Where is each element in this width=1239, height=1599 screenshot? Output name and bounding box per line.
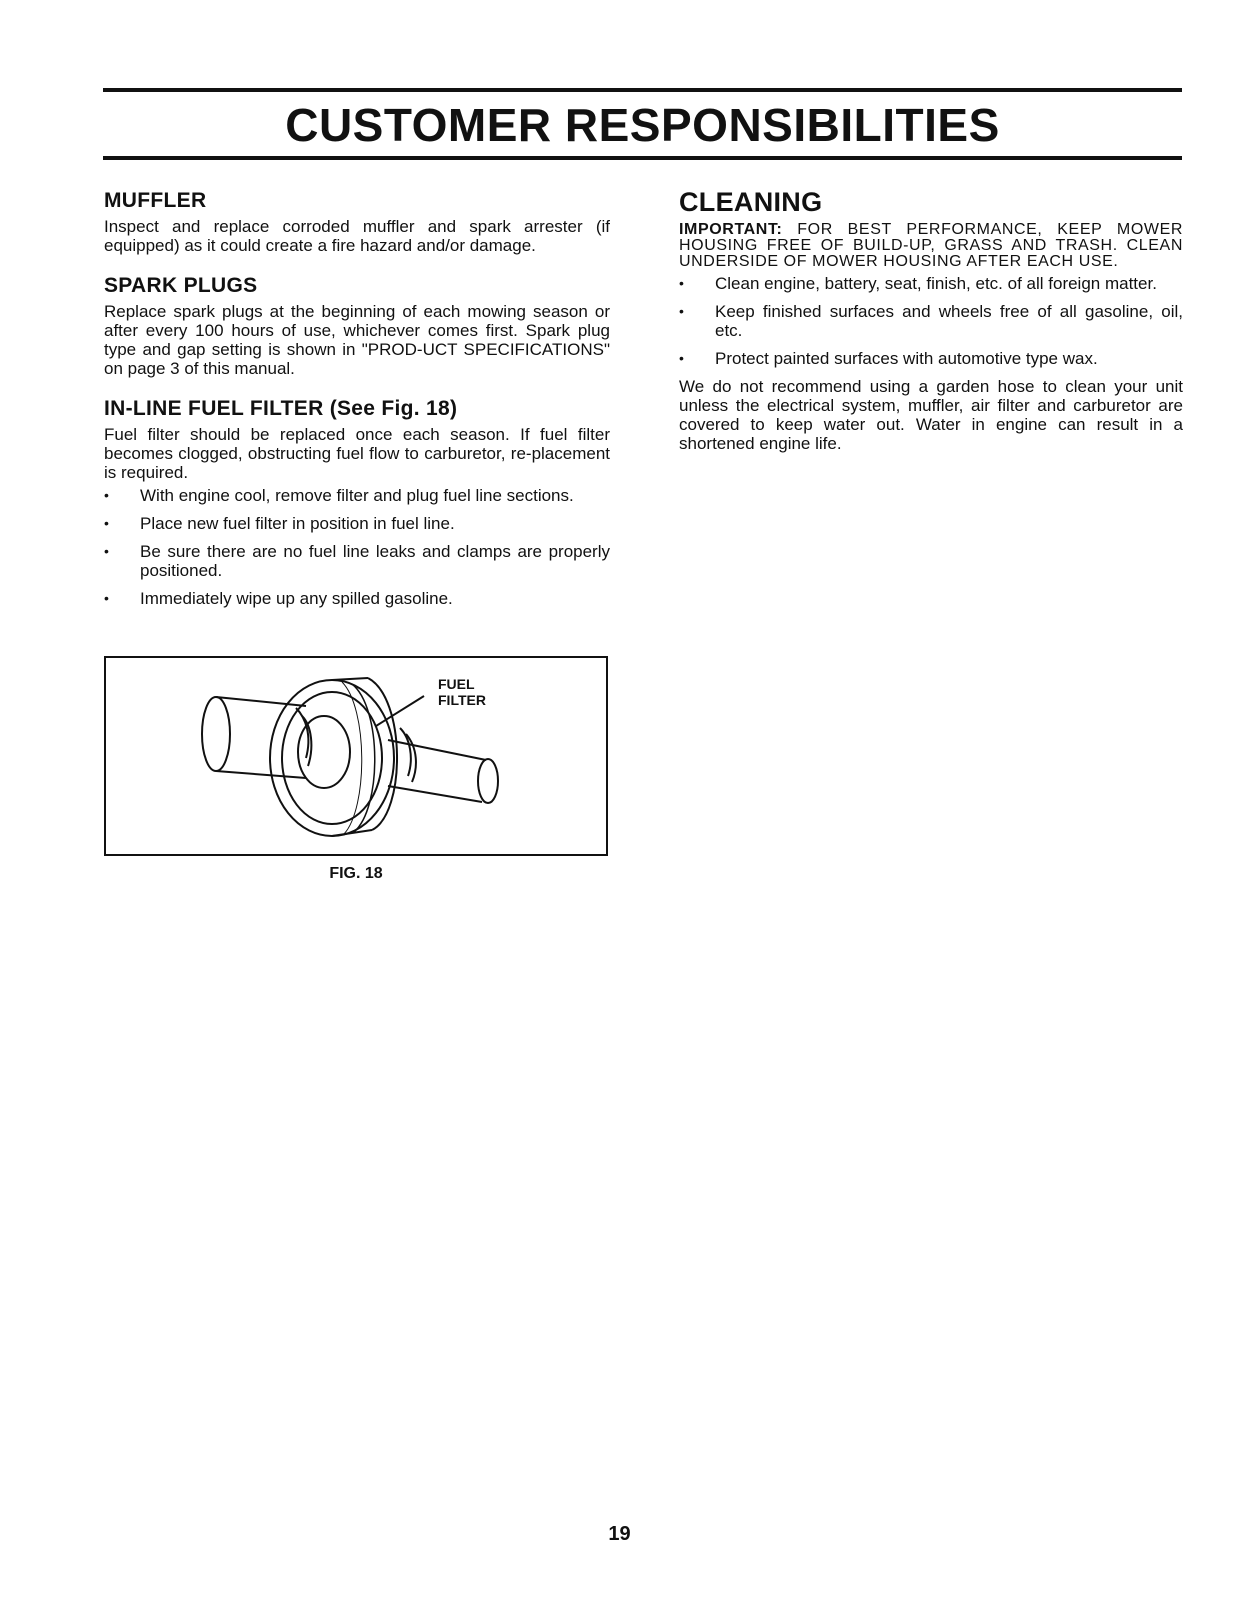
important-text: FOR BEST PERFORMANCE, KEEP MOWER HOUSING FREE OF BUILD-UP, GRASS AND TRASH. CLEAN UNDERSIDE OF MOWER HOUSING AFTER EACH USE. [679, 221, 1183, 270]
fuel-filter-figure [104, 656, 608, 856]
header-bottom-rule [103, 156, 1182, 160]
fuel-filter-heading: IN-LINE FUEL FILTER (See Fig. 18) [104, 397, 458, 420]
cleaning-heading: CLEANING [679, 187, 823, 217]
spark-plugs-section [104, 273, 610, 378]
left-column [104, 188, 610, 626]
important-note [679, 222, 1183, 270]
list-item: • Be sure there are no fuel line leaks and clamps are properly positioned. [104, 542, 610, 580]
page-number: 19 [608, 1523, 631, 1545]
fuel-filter-text: Fuel filter should be replaced once each season. If fuel filter becomes clogged, obstructing fuel flow to carburetor, re-placement is required. [104, 425, 610, 482]
spark-plugs-text: Replace spark plugs at the beginning of each mowing season or after every 100 hours of use, whichever comes first. Spark plug type and gap setting is shown in "PROD-UCT SPECIFICATIONS" on page 3 of this manual. [104, 302, 610, 378]
muffler-heading: MUFFLER [104, 189, 207, 212]
spark-plugs-heading: SPARK PLUGS [104, 274, 258, 297]
list-item: • With engine cool, remove filter and plug fuel line sections. [104, 486, 610, 505]
fuel-filter-label-line2: FILTER [438, 692, 486, 708]
figure-caption: FIG. 18 [329, 865, 383, 882]
cleaning-steps [679, 274, 1183, 368]
fuel-filter-section [104, 396, 610, 608]
list-item: • Place new fuel filter in position in fuel line. [104, 514, 610, 533]
list-item: • Immediately wipe up any spilled gasoline. [104, 589, 610, 608]
list-item: • Keep finished surfaces and wheels free of all gasoline, oil, etc. [679, 302, 1183, 340]
right-column [679, 186, 1183, 453]
header-top-rule [103, 88, 1182, 92]
list-item: • Clean engine, battery, seat, finish, etc. of all foreign matter. [679, 274, 1183, 293]
page-title: CUSTOMER RESPONSIBILITIES [285, 99, 1000, 151]
list-item: • Protect painted surfaces with automotive type wax. [679, 349, 1183, 368]
important-label: IMPORTANT: [679, 221, 783, 238]
fuel-filter-illustration [106, 658, 606, 854]
muffler-section [104, 188, 610, 255]
fuel-filter-label-line1: FUEL [438, 676, 475, 692]
cleaning-text: We do not recommend using a garden hose to clean your unit unless the electrical system, muffler, air filter and carburetor are covered to keep water out. Water in engine can result in a shortened engine life. [679, 377, 1183, 453]
fuel-filter-steps [104, 486, 610, 608]
muffler-text: Inspect and replace corroded muffler and spark arrester (if equipped) as it could create a fire hazard and/or damage. [104, 217, 610, 255]
